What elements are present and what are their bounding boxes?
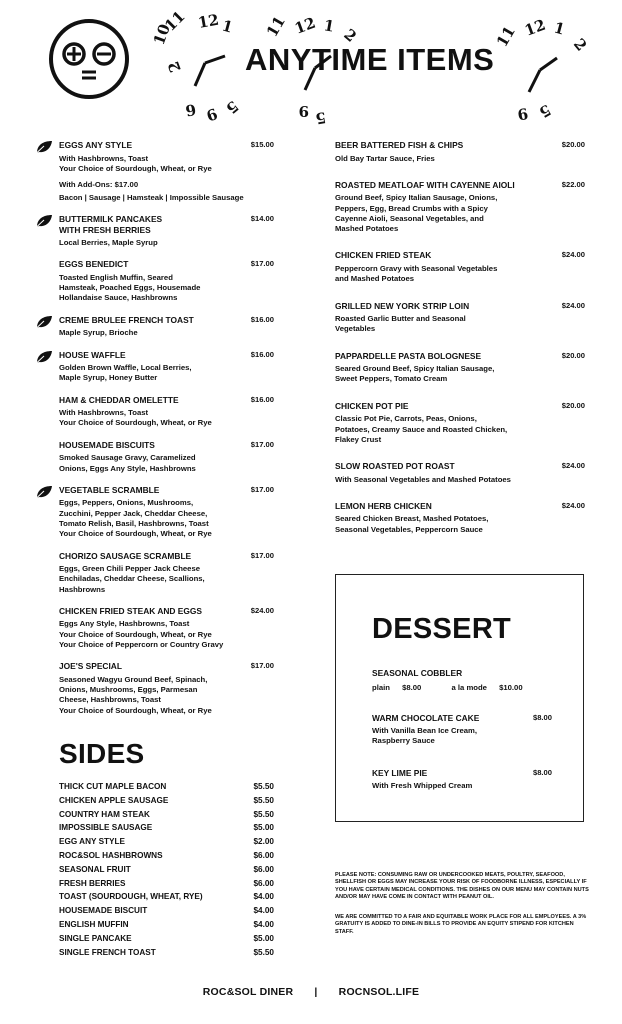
menu-item-name: BUTTERMILK PANCAKES WITH FRESH BERRIES	[59, 214, 163, 235]
dessert-item-desc: With Fresh Whipped Cream	[372, 781, 473, 790]
menu-item-addon-price: With Add-Ons: $17.00	[59, 180, 139, 190]
dessert-item-cake	[372, 713, 552, 747]
menu-item	[59, 661, 274, 716]
menu-item-name: EGGS BENEDICT	[59, 259, 129, 270]
side-item-price: $5.00	[253, 823, 274, 833]
side-item	[59, 808, 274, 822]
side-item-name: IMPOSSIBLE SAUSAGE	[59, 823, 153, 833]
menu-item-name: EGGS ANY STYLE	[59, 140, 133, 150]
menu-item-name: VEGETABLE SCRAMBLE	[59, 484, 160, 495]
side-item-price: $5.50	[253, 947, 274, 957]
side-item-price: $6.00	[253, 864, 274, 874]
menu-item-price: $22.00	[561, 179, 585, 189]
menu-item	[59, 315, 274, 339]
clock-digit: 1	[219, 16, 235, 37]
side-item	[59, 946, 274, 960]
diner-face-logo	[48, 18, 130, 100]
menu-item-name: ROASTED MEATLOAF WITH CAYENNE AIOLI	[335, 179, 515, 190]
menu-item-price: $16.00	[250, 394, 274, 404]
side-item-price: $5.50	[253, 795, 274, 805]
dessert-item-pie	[372, 768, 552, 791]
side-item	[59, 890, 274, 904]
menu-item-desc: Peppercorn Gravy with Seasonal Vegetables and Mashed Potatoes	[335, 263, 498, 284]
sides-title: SIDES	[59, 738, 145, 770]
side-item	[59, 780, 274, 794]
menu-item-price: $17.00	[250, 484, 274, 494]
menu-item-addon-list: Bacon | Sausage | Hamsteak | Impossible Sausage	[59, 193, 244, 203]
menu-item-desc: Eggs Any Style, Hashbrowns, Toast Your Choice of Sourdough, Wheat, or Rye Your Choice of Peppercorn or Country Gravy	[59, 619, 224, 650]
side-item	[59, 821, 274, 835]
side-item-name: FRESH BERRIES	[59, 878, 126, 888]
vegetarian-leaf-icon	[35, 485, 53, 499]
footer-website: ROCNSOL.LIFE	[338, 986, 420, 998]
side-item-name: SINGLE FRENCH TOAST	[59, 947, 156, 957]
clock-digit: 1	[322, 16, 336, 36]
cobbler-alamode-label: a la mode	[451, 683, 487, 692]
dessert-item-name: WARM CHOCOLATE CAKE	[372, 713, 480, 723]
menu-item	[59, 485, 274, 540]
clock-digit: 12	[292, 13, 318, 38]
clock-digit: 11	[492, 22, 519, 50]
menu-item	[335, 140, 585, 164]
menu-item-price: $15.00	[250, 140, 274, 149]
menu-item-name: LEMON HERB CHICKEN	[335, 500, 432, 511]
menu-item-price: $24.00	[561, 300, 585, 310]
menu-item	[59, 606, 274, 650]
menu-item-name: GRILLED NEW YORK STRIP LOIN	[335, 300, 470, 311]
clock-digit: 2	[164, 58, 185, 75]
menu-item-name: CREME BRULEE FRENCH TOAST	[59, 314, 194, 325]
side-item-name: CHICKEN APPLE SAUSAGE	[59, 795, 169, 805]
dessert-item-desc: With Vanilla Bean Ice Cream, Raspberry Sauce	[372, 726, 478, 746]
dessert-item-cobbler	[372, 668, 552, 692]
menu-item	[59, 214, 274, 248]
clock-digit: 11	[262, 12, 289, 41]
cobbler-plain-label: plain	[372, 683, 390, 692]
side-item	[59, 918, 274, 932]
dessert-item-price: $8.00	[532, 713, 552, 722]
clock-digit: 2	[340, 25, 360, 46]
menu-item-desc: Smoked Sausage Gravy, Caramelized Onions, Eggs Any Style, Hashbrowns	[59, 453, 196, 473]
clock-digit: 2	[569, 35, 591, 55]
menu-item	[335, 461, 585, 485]
cobbler-alamode-price: $10.00	[499, 683, 523, 692]
side-item-name: ROC&SOL HASHBROWNS	[59, 851, 163, 860]
menu-item-desc: Seared Ground Beef, Spicy Italian Sausage, Sweet Peppers, Tomato Cream	[335, 364, 495, 384]
menu-item	[335, 301, 585, 335]
page-title: ANYTIME ITEMS	[245, 42, 495, 77]
menu-item-desc: Seared Chicken Breast, Mashed Potatoes, Seasonal Vegetables, Peppercorn Sauce	[335, 514, 489, 534]
cobbler-plain-price: $8.00	[402, 683, 422, 692]
side-item	[59, 863, 274, 877]
menu-item-desc: Maple Syrup, Brioche	[59, 328, 138, 338]
menu-item-desc: With Hashbrowns, Toast Your Choice of Sourdough, Wheat, or Rye	[59, 153, 212, 173]
side-item	[59, 849, 274, 863]
menu-item-desc: Seasoned Wagyu Ground Beef, Spinach, Onions, Mushrooms, Eggs, Parmesan Cheese, Hashbrowns, Toast Your Choice of Sourdough, Wheat, or Rye	[59, 674, 212, 715]
side-item-name: TOAST (SOURDOUGH, WHEAT, RYE)	[59, 892, 203, 902]
side-item-name: EGG ANY STYLE	[59, 837, 125, 847]
menu-item	[335, 250, 585, 284]
clock-digit: 12	[196, 10, 221, 32]
clock-digit: 12	[522, 15, 548, 40]
gratuity-note: WE ARE COMMITTED TO A FAIR AND EQUITABLE WORK PLACE FOR ALL EMPLOYEES. A 3% GRATUITY IS ADDED TO DINE-IN BILLS TO PROVIDE AN EQUITY STIPEND FOR KITCHEN STAFF.	[335, 914, 587, 935]
menu-item-price: $16.00	[250, 349, 274, 359]
side-item-name: SEASONAL FRUIT	[59, 864, 131, 874]
menu-item-name: CHICKEN FRIED STEAK	[335, 250, 432, 261]
menu-item-name: HOUSE WAFFLE	[59, 349, 126, 360]
menu-item	[59, 259, 274, 303]
menu-item-name: CHICKEN FRIED STEAK AND EGGS	[59, 605, 203, 616]
menu-item	[59, 140, 274, 203]
menu-item	[59, 440, 274, 474]
menu-item-name: CHICKEN POT PIE	[335, 400, 409, 411]
clock-digit: 11	[161, 7, 189, 35]
dessert-title: DESSERT	[372, 613, 512, 645]
menu-item-desc: Roasted Garlic Butter and Seasonal Vegetables	[335, 314, 466, 334]
vegetarian-leaf-icon	[35, 140, 53, 154]
menu-item	[335, 401, 585, 445]
menu-item-price: $20.00	[561, 140, 585, 149]
vegetarian-leaf-icon	[35, 214, 53, 228]
footer	[0, 986, 622, 998]
clock-hand	[205, 56, 225, 63]
menu-item-price: $24.00	[250, 605, 274, 615]
side-item-price: $4.00	[253, 906, 274, 916]
menu-item-name: HOUSEMADE BISCUITS	[59, 439, 155, 450]
clock-hand	[195, 63, 205, 86]
menu-item-price: $17.00	[250, 661, 274, 671]
side-item-price: $6.00	[253, 878, 274, 888]
food-safety-note: PLEASE NOTE: CONSUMING RAW OR UNDERCOOKED MEATS, POULTRY, SEAFOOD, SHELLFISH OR EGGS MAY INCREASE YOUR RISK OF FOODBORNE ILLNESS, ESPECIALLY IF YOU HAVE CERTAIN MEDICAL CONDITIONS. THE DISHES ON OUR MENU MAY CONTAIN NUTS AND/OR MAY HAVE COME IN CONTACT WITH PEANUT OIL.	[335, 872, 589, 901]
menu-item-price: $20.00	[561, 350, 585, 360]
side-item-price: $6.00	[253, 851, 274, 860]
side-item-price: $4.00	[253, 892, 274, 902]
menu-item	[59, 395, 274, 429]
menu-item-desc: Old Bay Tartar Sauce, Fries	[335, 153, 435, 163]
anytime-right-column	[335, 140, 585, 551]
side-item-name: THICK CUT MAPLE BACON	[59, 782, 167, 792]
menu-item-desc: Eggs, Peppers, Onions, Mushrooms, Zucchini, Pepper Jack, Cheddar Cheese, Tomato Relish, Basil, Hashbrowns, Toast Your Choice of Sourdough, Wheat, or Rye	[59, 498, 212, 539]
vegetarian-leaf-icon	[35, 350, 53, 364]
menu-item-name: CHORIZO SAUSAGE SCRAMBLE	[59, 550, 192, 561]
menu-item-name: SLOW ROASTED POT ROAST	[335, 461, 455, 472]
menu-item	[335, 351, 585, 385]
menu-item-desc: Toasted English Muffin, Seared Hamsteak, Poached Eggs, Housemade Hollandaise Sauce, Hashbrowns	[59, 272, 201, 303]
menu-item-price: $17.00	[250, 439, 274, 449]
menu-item-price: $14.00	[250, 214, 274, 224]
menu-item-price: $20.00	[561, 400, 585, 410]
dessert-section	[335, 574, 584, 822]
clock-digit: 9	[298, 102, 309, 120]
dessert-item-name: SEASONAL COBBLER	[372, 668, 463, 678]
side-item	[59, 932, 274, 946]
menu-item-name: BEER BATTERED FISH & CHIPS	[335, 140, 464, 150]
side-item-price: $4.00	[253, 919, 274, 929]
cobbler-options	[372, 683, 552, 692]
menu-item-name: PAPPARDELLE PASTA BOLOGNESE	[335, 350, 482, 361]
side-item-name: ENGLISH MUFFIN	[59, 919, 129, 929]
side-item	[59, 904, 274, 918]
menu-item-price: $24.00	[561, 500, 585, 510]
clock-digit: 9	[516, 104, 530, 124]
vegetarian-leaf-icon	[35, 315, 53, 329]
menu-item	[59, 551, 274, 595]
footer-separator: |	[314, 986, 318, 998]
menu-item-price: $17.00	[250, 259, 274, 269]
menu-item-price: $24.00	[561, 250, 585, 260]
clock-digit: 10	[149, 21, 174, 48]
side-item-name: SINGLE PANCAKE	[59, 933, 132, 943]
side-item-name: COUNTRY HAM STEAK	[59, 809, 150, 819]
side-item	[59, 877, 274, 891]
clock-digit: 9	[203, 104, 220, 125]
side-item	[59, 794, 274, 808]
clock-digit: 1	[551, 18, 567, 39]
menu-item-price: $16.00	[250, 314, 274, 324]
menu-item-price: $24.00	[561, 461, 585, 471]
menu-item-name: HAM & CHEDDAR OMELETTE	[59, 394, 179, 405]
clock-hand	[529, 70, 540, 92]
side-item-price: $2.00	[253, 837, 274, 847]
menu-item-desc: Local Berries, Maple Syrup	[59, 238, 158, 248]
menu-item-price: $17.00	[250, 550, 274, 560]
clock-digit: 5	[535, 100, 554, 122]
side-item-price: $5.50	[253, 782, 274, 792]
clock-digit: 6	[184, 100, 198, 120]
menu-item	[59, 350, 274, 384]
menu-item-desc: Ground Beef, Spicy Italian Sausage, Onions, Peppers, Egg, Bread Crumbs with a Spicy Cayenne Aioli, Seasonal Vegetables, and Mashed Potatoes	[335, 193, 498, 234]
menu-item-name: JOE'S SPECIAL	[59, 661, 122, 672]
clock-hand	[540, 58, 557, 70]
menu-item-desc: Eggs, Green Chili Pepper Jack Cheese Enchiladas, Cheddar Cheese, Scallions, Hashbrowns	[59, 564, 205, 594]
clock-digit: 5	[222, 96, 242, 118]
menu-item-desc: Classic Pot Pie, Carrots, Peas, Onions, Potatoes, Creamy Sauce and Roasted Chicken, Flakey Crust	[335, 414, 508, 444]
side-item-price: $5.50	[253, 809, 274, 819]
side-item	[59, 835, 274, 849]
menu-item	[335, 501, 585, 535]
menu-item-desc: Golden Brown Waffle, Local Berries, Maple Syrup, Honey Butter	[59, 363, 192, 383]
side-item-name: HOUSEMADE BISCUIT	[59, 906, 148, 916]
dessert-item-name: KEY LIME PIE	[372, 768, 428, 778]
anytime-left-column	[59, 140, 274, 959]
footer-restaurant-name: ROC&SOL DINER	[202, 986, 294, 998]
dessert-item-price: $8.00	[532, 768, 552, 777]
menu-item-desc: With Seasonal Vegetables and Mashed Potatoes	[335, 474, 511, 484]
menu-item-desc: With Hashbrowns, Toast Your Choice of Sourdough, Wheat, or Rye	[59, 408, 212, 428]
clock-digit: 5	[314, 108, 328, 128]
side-item-price: $5.00	[253, 933, 274, 943]
menu-item	[335, 180, 585, 235]
